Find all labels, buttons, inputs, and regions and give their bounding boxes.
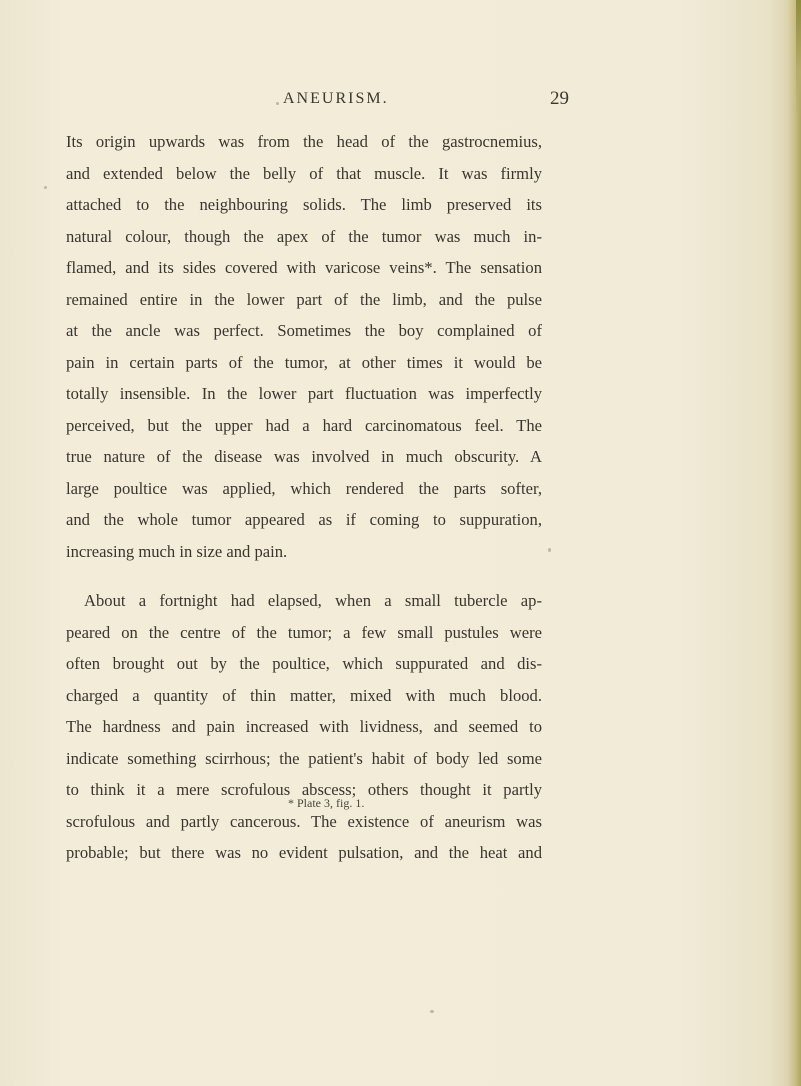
text-line: and extended below the belly of that muscle. It was firmly — [66, 163, 542, 183]
text-line: often brought out by the poultice, which suppurated and dis- — [66, 654, 542, 673]
text-line: and the whole tumor appeared as if coming to suppuration, — [66, 510, 542, 529]
text-line: attached to the neighbouring solids. The limb preserved its — [66, 195, 542, 214]
page-edge-shadow — [787, 0, 801, 1086]
text-line: The hardness and pain increased with lividness, and seemed to — [66, 717, 542, 736]
text-line: peared on the centre of the tumor; a few small pustules were — [66, 622, 542, 642]
text-line: indicate something scirrhous; the patient's habit of body led some — [66, 748, 542, 768]
paper-speck — [430, 1010, 434, 1013]
paragraph-2 — [66, 585, 542, 869]
paper-speck — [44, 186, 47, 189]
text-line: pain in certain parts of the tumor, at other times it would be — [66, 352, 542, 372]
text-line: Its origin upwards was from the head of the gastrocnemius, — [66, 132, 542, 151]
text-line: at the ancle was perfect. Sometimes the boy complained of — [66, 321, 542, 340]
body-text — [66, 126, 542, 869]
text-line: remained entire in the lower part of the limb, and the pulse — [66, 289, 542, 309]
text-line: About a fortnight had elapsed, when a small tubercle ap- — [84, 591, 542, 610]
text-line: perceived, but the upper had a hard carcinomatous feel. The — [66, 415, 542, 435]
text-line: natural colour, though the apex of the tumor was much in- — [66, 226, 542, 246]
text-line: increasing much in size and pain. — [66, 541, 288, 561]
paragraph-gap — [66, 567, 542, 585]
text-line: scrofulous and partly cancerous. The existence of aneurism was — [66, 811, 542, 831]
paper-speck — [548, 548, 551, 552]
text-line: true nature of the disease was involved in much obscurity. A — [66, 447, 542, 466]
footnote: * Plate 3, fig. 1. — [288, 796, 365, 810]
paragraph-1 — [66, 126, 542, 567]
text-line: to think it a mere scrofulous abscess; others thought it partly — [66, 780, 542, 799]
text-line: flamed, and its sides covered with varicose veins*. The sensation — [66, 258, 542, 277]
running-head-title: ANEURISM. — [283, 90, 389, 107]
paper-speck — [276, 102, 279, 105]
text-line: probable; but there was no evident pulsation, and the heat and — [66, 843, 542, 862]
text-line: totally insensible. In the lower part fluctuation was imperfectly — [66, 384, 542, 403]
running-head — [0, 88, 801, 116]
page-number: 29 — [550, 88, 569, 109]
text-line: charged a quantity of thin matter, mixed with much blood. — [66, 685, 542, 705]
text-line: large poultice was applied, which rendered the parts softer, — [66, 478, 542, 498]
